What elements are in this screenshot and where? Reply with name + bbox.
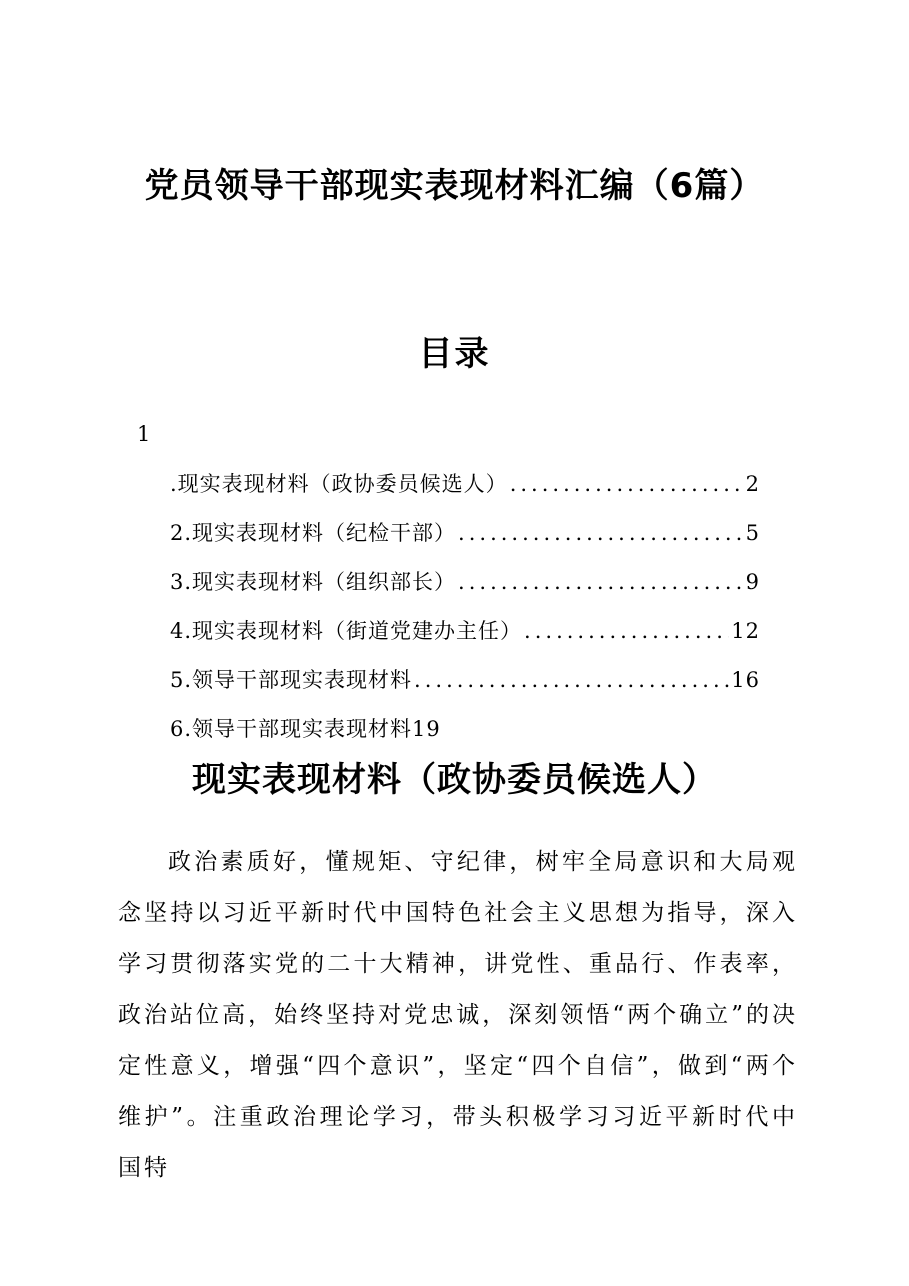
toc-leader-dots	[414, 660, 729, 700]
toc-entry[interactable]	[170, 464, 760, 513]
toc-entry-page: 16	[731, 668, 760, 692]
toc-leader-dots	[458, 562, 744, 602]
body-paragraph: 政治素质好，懂规矩、守纪律，树牢全局意识和大局观念坚持以习近平新时代中国特色社会主义思想为指导，深入学习贯彻落实党的二十大精神，讲党性、重品行、作表率，政治站位高，始终坚持对党忠诚，深刻领悟“两个确立”的决定性意义，增强“四个意识”，坚定“四个自信”，做到“两个维护”。注重政治理论学习，带头积极学习习近平新时代中国特	[118, 849, 798, 1181]
table-of-contents	[170, 464, 760, 758]
toc-entry-title: 3.现实表现材料（组织部长）	[170, 570, 457, 594]
toc-entry[interactable]	[170, 513, 760, 562]
toc-heading: 目录	[418, 334, 491, 374]
toc-entry-page: 19	[412, 717, 441, 741]
toc-leader-dots	[510, 464, 744, 504]
toc-entry-title: 6.领导干部现实表现材料	[170, 717, 413, 741]
toc-entry-page: 5	[745, 521, 760, 545]
toc-entry-title: .现实表现材料（政协委员候选人）	[170, 472, 508, 496]
toc-entry[interactable]	[170, 562, 760, 611]
toc-entry-title: 5.领导干部现实表现材料	[170, 668, 413, 692]
toc-leader-dots	[458, 513, 744, 553]
toc-entry[interactable]	[170, 709, 760, 758]
toc-entry-title: 2.现实表现材料（纪检干部）	[170, 521, 457, 545]
toc-entry-page: 9	[745, 570, 760, 594]
document-title: 党员领导干部现实表现材料汇编（6篇）	[144, 166, 765, 206]
toc-entry-page: 2	[745, 472, 760, 496]
toc-entry[interactable]	[170, 611, 760, 660]
toc-leader-dots	[524, 611, 729, 651]
section-heading: 现实表现材料（政协委员候选人）	[192, 760, 717, 800]
toc-entry-page: 12	[731, 619, 760, 643]
toc-entry[interactable]	[170, 660, 760, 709]
toc-entry-title: 4.现实表现材料（街道党建办主任）	[170, 619, 523, 643]
toc-stray-number: 1	[137, 422, 151, 446]
